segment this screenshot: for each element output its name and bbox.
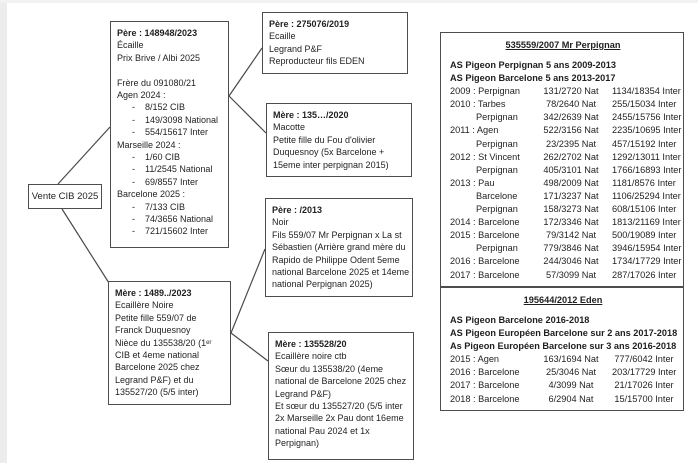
international-result: 255/15034 Inter <box>612 99 677 110</box>
dam-sire-box <box>265 198 413 297</box>
pedigree-line: Ecaillère Noire <box>115 300 174 311</box>
international-result: 1813/21169 Inter <box>612 217 681 228</box>
mr-perpignan-results <box>450 85 682 281</box>
result-row <box>450 229 676 242</box>
pedigree-line: 2x Marseille 2x Pau dont 16eme <box>275 413 404 424</box>
result-row <box>450 203 676 216</box>
result-row <box>450 164 682 177</box>
connector-sire-to-sire-sire <box>229 48 262 96</box>
pedigree-line: Écaille <box>117 40 144 51</box>
pedigree-line: 135527/20 (5/5 inter) <box>115 387 199 398</box>
pedigree-line: - 11/2545 National <box>117 163 222 175</box>
race-name: 2015 : Barcelone <box>450 230 520 241</box>
subject-box <box>28 184 102 209</box>
pedigree-line: national Perpignan 2025) <box>272 279 373 290</box>
national-result: 498/2009 Nat <box>543 177 599 188</box>
honor-line: AS Pigeon Barcelone 5 ans 2013-2017 <box>450 73 616 84</box>
national-result: 342/2639 Nat <box>543 112 599 123</box>
result-row <box>450 98 676 111</box>
pedigree-line: Sébastien (Arrière grand mère du <box>272 242 406 253</box>
national-result: 779/3846 Nat <box>543 243 599 254</box>
national-result: 172/3346 Nat <box>543 217 599 228</box>
pedigree-line: Reproducteur fils EDEN <box>269 56 365 67</box>
dam-details <box>115 299 224 398</box>
international-result: 1181/8576 Inter <box>612 177 676 188</box>
race-name: Perpignan <box>476 243 518 254</box>
subject-label: Vente CIB 2025 <box>31 191 99 202</box>
eden-title: 195644/2012 Eden <box>523 295 603 305</box>
sire-sire-box <box>262 12 408 74</box>
result-row <box>450 393 676 406</box>
mr-perpignan-stats-box <box>440 32 684 287</box>
pedigree-line: Legrand P&F <box>269 43 323 54</box>
pedigree-line: Barcelone 2025 : <box>117 189 186 200</box>
result-row <box>450 353 676 366</box>
national-result: 25/3046 Nat <box>545 367 597 378</box>
pedigree-line: Prix Brive / Albi 2025 <box>117 52 201 63</box>
sire-sire-details <box>269 30 401 67</box>
national-result: 6/2904 Nat <box>548 393 594 404</box>
pedigree-line: Nièce du 135538/20 (1ᵉʳ <box>115 337 212 348</box>
race-name: 2017 : Barcelone <box>450 380 520 391</box>
race-name: 2012 : St Vincent <box>450 151 520 162</box>
connector-dam-to-dam-dam <box>231 333 268 361</box>
result-row <box>450 366 676 379</box>
sire-details <box>117 39 222 237</box>
honor-line: As Pigeon Européen Barcelone sur 3 ans 2016-2018 <box>450 341 677 352</box>
result-row <box>450 151 681 164</box>
pedigree-line: - 554/15617 Inter <box>117 126 222 138</box>
international-result: 1766/16893 Inter <box>612 164 682 175</box>
national-result: 78/2640 Nat <box>545 99 597 110</box>
pedigree-line: Marseille 2024 : <box>117 139 181 150</box>
sire-dam-details <box>273 121 405 171</box>
national-result: 522/3156 Nat <box>543 125 599 136</box>
pedigree-line: 15eme inter perpignan 2015) <box>273 159 389 170</box>
dam-sire-ring-number: Père : /2013 <box>272 205 323 215</box>
race-name: 2015 : Agen <box>450 354 500 365</box>
pedigree-line: - 74/3656 National <box>117 213 222 225</box>
result-row <box>450 111 682 124</box>
pedigree-line: Legrand P&F) <box>275 388 332 399</box>
dam-dam-details <box>275 350 407 449</box>
pedigree-line: national Pau 2024 et 1x <box>275 425 370 436</box>
result-row <box>450 216 681 229</box>
dam-box <box>108 281 231 405</box>
international-result: 3946/15954 Inter <box>612 243 682 254</box>
race-name: 2018 : Barcelone <box>450 393 520 404</box>
pedigree-line: Fils 559/07 Mr Perpignan x La st <box>272 229 402 240</box>
race-name: 2013 : Pau <box>450 177 495 188</box>
result-row <box>450 269 676 282</box>
race-name: Perpignan <box>476 164 518 175</box>
national-result: 131/2720 Nat <box>543 86 599 97</box>
connector-subject-to-sire <box>58 127 110 184</box>
result-row <box>450 124 682 137</box>
race-name: 2014 : Barcelone <box>450 217 520 228</box>
pedigree-line: Petite fille 559/07 de <box>115 312 197 323</box>
international-result: 1106/25294 Inter <box>612 190 681 201</box>
connector-subject-to-dam <box>62 209 109 283</box>
international-result: 203/17729 Inter <box>612 367 677 378</box>
pedigree-line: - 149/3098 National <box>117 114 222 126</box>
national-result: 405/3101 Nat <box>543 164 599 175</box>
pedigree-line: Ecaillère noire ctb <box>275 351 347 362</box>
national-result: 4/3099 Nat <box>548 380 594 391</box>
honor-line: AS Pigeon Européen Barcelone sur 2 ans 2017-2018 <box>450 328 678 339</box>
international-result: 21/17026 Inter <box>614 380 674 391</box>
dam-sire-details <box>272 216 410 290</box>
result-row <box>450 379 676 392</box>
pedigree-line: Noir <box>272 217 289 228</box>
pedigree-line <box>117 64 222 76</box>
connector-dam-to-dam-sire <box>231 249 265 333</box>
international-result: 500/19089 Inter <box>612 230 677 241</box>
race-name: 2009 : Perpignan <box>450 86 520 97</box>
race-name: 2010 : Tarbes <box>450 99 506 110</box>
national-result: 57/3099 Nat <box>545 269 597 280</box>
sire-dam-box <box>266 103 412 177</box>
international-result: 287/17026 Inter <box>612 269 677 280</box>
dam-dam-box <box>268 332 414 460</box>
connector-sire-to-sire-dam <box>229 96 266 133</box>
sire-dam-ring-number: Mère : 135…/2020 <box>273 110 349 120</box>
pedigree-line: Legrand P&F) et du <box>115 374 194 385</box>
race-name: 2016 : Barcelone <box>450 367 520 378</box>
dam-dam-ring-number: Mère : 135528/20 <box>275 339 347 349</box>
honor-line: AS Pigeon Barcelone 2016-2018 <box>450 315 590 325</box>
pedigree-line: Ecaille <box>269 31 296 42</box>
international-result: 457/15192 Inter <box>612 138 677 149</box>
pedigree-line: Barcelone 2025 chez <box>115 362 200 373</box>
mr-perpignan-title: 535559/2007 Mr Perpignan <box>505 40 621 50</box>
pedigree-line: national Barcelone 2025 et 14eme <box>272 267 410 278</box>
result-row <box>450 242 682 255</box>
pedigree-line: Agen 2024 : <box>117 90 166 101</box>
pedigree-line: Rapido de Philippe Odent 5eme <box>272 254 400 265</box>
mr-perpignan-honors <box>450 59 676 85</box>
international-result: 1134/18354 Inter <box>612 86 681 97</box>
eden-honors <box>450 314 676 353</box>
national-result: 158/3273 Nat <box>543 204 599 215</box>
pedigree-line: Franck Duquesnoy <box>115 325 191 336</box>
race-name: Perpignan <box>476 138 518 149</box>
race-name: 2011 : Agen <box>450 125 499 136</box>
dam-ring-number: Mère : 1489../2023 <box>115 288 192 298</box>
pedigree-line: Et sœur du 135527/20 (5/5 inter <box>275 401 403 412</box>
result-row <box>450 190 681 203</box>
pedigree-line: national de Barcelone 2025 chez <box>275 376 407 387</box>
international-result: 2235/10695 Inter <box>612 125 682 136</box>
eden-results <box>450 353 676 405</box>
race-name: 2016 : Barcelone <box>450 256 520 267</box>
international-result: 608/15106 Inter <box>612 204 677 215</box>
race-name: Perpignan <box>476 204 518 215</box>
pedigree-line: - 7/133 CIB <box>117 201 222 213</box>
pedigree-line: Sœur du 135538/20 (4eme <box>275 363 384 374</box>
national-result: 171/3237 Nat <box>543 190 599 201</box>
pedigree-line: - 1/60 CIB <box>117 151 222 163</box>
national-result: 79/3142 Nat <box>545 230 597 241</box>
pedigree-line: Macotte <box>273 122 306 133</box>
national-result: 23/2395 Nat <box>545 138 597 149</box>
result-row <box>450 255 682 268</box>
result-row <box>450 138 676 151</box>
pedigree-line: Perpignan) <box>275 438 320 449</box>
race-name: 2017 : Barcelone <box>450 269 520 280</box>
pedigree-line: Frère du 091080/21 <box>117 77 197 88</box>
international-result: 1292/13011 Inter <box>612 151 681 162</box>
pedigree-line: - 8/152 CIB <box>117 101 222 113</box>
sire-ring-number: Père : 148948/2023 <box>117 28 198 38</box>
result-row <box>450 85 681 98</box>
pedigree-line: CIB et 4eme national <box>115 350 200 361</box>
international-result: 15/15700 Inter <box>614 393 674 404</box>
international-result: 777/6042 Inter <box>614 354 674 365</box>
sire-box <box>110 21 229 248</box>
pedigree-line: Duquesnoy (5x Barcelone + <box>273 147 385 158</box>
international-result: 1734/17729 Inter <box>612 256 682 267</box>
race-name: Barcelone <box>476 190 518 201</box>
national-result: 244/3046 Nat <box>543 256 599 267</box>
honor-line: AS Pigeon Perpignan 5 ans 2009-2013 <box>450 60 616 70</box>
international-result: 2455/15756 Inter <box>612 112 682 123</box>
result-row <box>450 177 676 190</box>
eden-stats-box <box>440 287 684 411</box>
pedigree-line: Petite fille du Fou d'olivier <box>273 134 376 145</box>
sire-sire-ring-number: Père : 275076/2019 <box>269 19 350 29</box>
national-result: 163/1694 Nat <box>543 354 599 365</box>
pedigree-line: - 69/8557 Inter <box>117 176 222 188</box>
pedigree-line: - 721/15602 Inter <box>117 225 222 237</box>
national-result: 262/2702 Nat <box>543 151 599 162</box>
race-name: Perpignan <box>476 112 518 123</box>
